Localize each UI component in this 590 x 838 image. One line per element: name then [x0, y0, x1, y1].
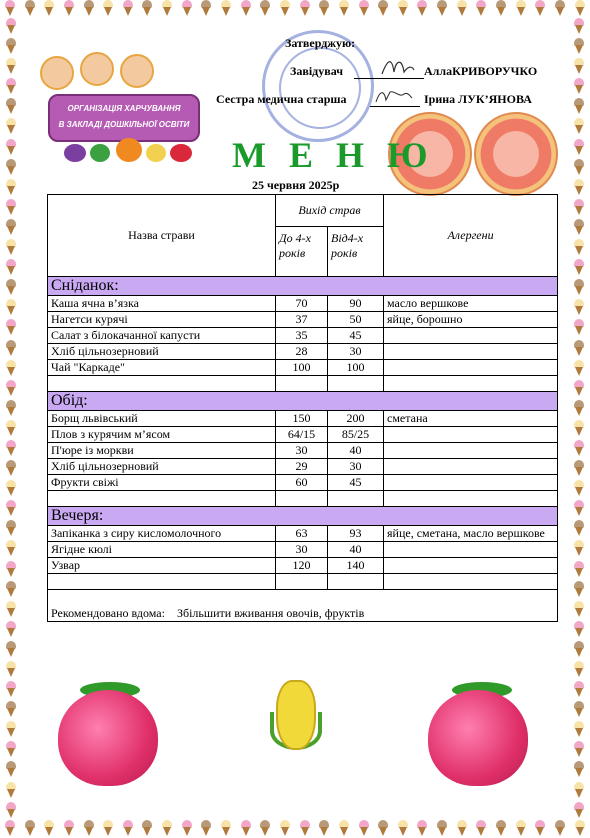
ice-cream-icon [5, 661, 17, 677]
portion-under-4: 35 [276, 328, 328, 344]
nurse-signature-line [370, 106, 420, 107]
ice-cream-icon [240, 0, 252, 16]
portion-under-4: 64/15 [276, 427, 328, 443]
ice-cream-icon [4, 820, 16, 836]
portion-under-4: 29 [276, 459, 328, 475]
ice-cream-icon [141, 0, 153, 16]
portion-over-4: 200 [328, 411, 384, 427]
ice-cream-icon [141, 820, 153, 836]
portion-over-4: 30 [328, 459, 384, 475]
ice-cream-icon [5, 159, 17, 175]
portion-over-4: 90 [328, 296, 384, 312]
logo-line-1: ОРГАНІЗАЦІЯ ХАРЧУВАННЯ [67, 104, 181, 113]
ice-cream-icon [436, 820, 448, 836]
dish-name: Хліб цільнозерновий [48, 459, 276, 475]
portion-under-4: 30 [276, 542, 328, 558]
portion-over-4: 50 [328, 312, 384, 328]
ice-cream-icon [43, 0, 55, 16]
ice-cream-icon [318, 820, 330, 836]
table-row [48, 443, 558, 459]
ice-cream-icon [5, 199, 17, 215]
portion-under-4: 120 [276, 558, 328, 574]
ice-cream-icon [279, 820, 291, 836]
nurse-name: Ірина ЛУК’ЯНОВА [424, 92, 532, 106]
nurse-signature [374, 86, 414, 106]
portion-under-4: 150 [276, 411, 328, 427]
recommendation-label: Рекомендовано вдома: [51, 606, 165, 620]
portion-under-4: 60 [276, 475, 328, 491]
allergens-cell: сметана [384, 411, 558, 427]
ice-cream-icon [318, 0, 330, 16]
ice-cream-icon [574, 820, 586, 836]
dish-name: Запіканка з сиру кисломолочного [48, 526, 276, 542]
table-row [48, 526, 558, 542]
ice-cream-icon [161, 0, 173, 16]
allergens-cell [384, 443, 558, 459]
portion-under-4: 28 [276, 344, 328, 360]
dish-name: Каша ячна в’язка [48, 296, 276, 312]
ice-cream-icon [377, 0, 389, 16]
ice-cream-icon [63, 0, 75, 16]
table-row [48, 296, 558, 312]
logo-line-2: В ЗАКЛАДІ ДОШКІЛЬНОЇ ОСВІТИ [58, 120, 190, 129]
ice-cream-icon [259, 820, 271, 836]
ice-cream-icon [63, 820, 75, 836]
ice-cream-icon [573, 641, 585, 657]
ice-cream-icon [573, 540, 585, 556]
empty-row [48, 376, 558, 392]
ice-cream-icon [573, 38, 585, 54]
ice-cream-icon [5, 561, 17, 577]
allergens-cell [384, 360, 558, 376]
dish-name: Чай "Каркаде" [48, 360, 276, 376]
ice-cream-icon [5, 440, 17, 456]
portion-over-4: 100 [328, 360, 384, 376]
ice-cream-icon [5, 179, 17, 195]
ice-cream-icon [279, 0, 291, 16]
approve-label: Затверджую: [285, 36, 356, 50]
ice-cream-icon [573, 380, 585, 396]
ice-cream-icon [573, 741, 585, 757]
allergens-cell [384, 558, 558, 574]
table-row [48, 542, 558, 558]
portion-under-4: 100 [276, 360, 328, 376]
ice-cream-icon [358, 0, 370, 16]
dish-name: Хліб цільнозерновий [48, 344, 276, 360]
ice-cream-icon [5, 721, 17, 737]
ice-cream-icon [200, 820, 212, 836]
ice-cream-icon [5, 480, 17, 496]
empty-row [48, 491, 558, 507]
section-header [48, 507, 558, 526]
ice-cream-icon [534, 0, 546, 16]
portion-under-4: 37 [276, 312, 328, 328]
ice-cream-icon [200, 0, 212, 16]
ice-cream-icon [338, 820, 350, 836]
ice-cream-icon [573, 98, 585, 114]
ice-cream-icon [573, 179, 585, 195]
ice-cream-icon [5, 581, 17, 597]
ice-cream-icon [377, 820, 389, 836]
ice-cream-icon [5, 782, 17, 798]
ice-cream-icon [456, 820, 468, 836]
ice-cream-icon [573, 58, 585, 74]
ice-cream-icon [5, 601, 17, 617]
ice-cream-icon [416, 0, 428, 16]
ice-cream-icon [397, 820, 409, 836]
ice-cream-icon [5, 18, 17, 34]
ice-cream-icon [5, 139, 17, 155]
ice-cream-icon [573, 319, 585, 335]
decorative-border-right [570, 18, 588, 818]
ice-cream-icon [5, 38, 17, 54]
ice-cream-icon [5, 360, 17, 376]
ice-cream-icon [515, 0, 527, 16]
dish-name: Салат з білокачанної капусти [48, 328, 276, 344]
ice-cream-icon [5, 239, 17, 255]
header-under-4: До 4-х років [276, 227, 328, 277]
header-dish-name: Назва страви [48, 195, 276, 277]
section-title: Сніданок: [48, 277, 558, 296]
ice-cream-icon [5, 641, 17, 657]
dish-name: Нагетси курячі [48, 312, 276, 328]
ice-cream-icon [5, 319, 17, 335]
ice-cream-icon [573, 279, 585, 295]
table-row [48, 360, 558, 376]
header-allergens: Алергени [384, 195, 558, 277]
ice-cream-icon [573, 621, 585, 637]
ice-cream-icon [299, 820, 311, 836]
ice-cream-icon [5, 98, 17, 114]
allergens-cell [384, 427, 558, 443]
ice-cream-icon [83, 820, 95, 836]
ice-cream-icon [573, 701, 585, 717]
ice-cream-icon [456, 0, 468, 16]
ice-cream-icon [5, 279, 17, 295]
section-title: Вечеря: [48, 507, 558, 526]
ice-cream-icon [161, 820, 173, 836]
ice-cream-icon [573, 480, 585, 496]
empty-row [48, 574, 558, 590]
portion-under-4: 30 [276, 443, 328, 459]
menu-date: 25 червня 2025р [252, 178, 340, 192]
portion-over-4: 93 [328, 526, 384, 542]
ice-cream-icon [573, 118, 585, 134]
ice-cream-icon [574, 0, 586, 16]
ice-cream-icon [5, 500, 17, 516]
table-row [48, 459, 558, 475]
ice-cream-icon [5, 540, 17, 556]
ice-cream-icon [573, 18, 585, 34]
strawberry-mascot-right [428, 690, 528, 786]
table-row [48, 558, 558, 574]
ice-cream-icon [554, 0, 566, 16]
ice-cream-icon [102, 820, 114, 836]
ice-cream-icon [573, 78, 585, 94]
ice-cream-icon [573, 661, 585, 677]
menu-table [47, 194, 558, 622]
ice-cream-icon [573, 681, 585, 697]
ice-cream-icon [573, 520, 585, 536]
ice-cream-icon [495, 820, 507, 836]
dish-name: Ягідне кюлі [48, 542, 276, 558]
dish-name: П'юре із моркви [48, 443, 276, 459]
allergens-cell [384, 344, 558, 360]
allergens-cell [384, 475, 558, 491]
header-over-4: Від4-х років [328, 227, 384, 277]
ice-cream-icon [554, 820, 566, 836]
portion-over-4: 40 [328, 443, 384, 459]
ice-cream-icon [5, 259, 17, 275]
ice-cream-icon [299, 0, 311, 16]
decorative-border-bottom [0, 820, 590, 838]
portion-over-4: 140 [328, 558, 384, 574]
ice-cream-icon [122, 820, 134, 836]
ice-cream-icon [573, 340, 585, 356]
recommendation-text: Збільшити вживання овочів, фруктів [176, 606, 365, 620]
ice-cream-icon [573, 239, 585, 255]
ice-cream-icon [573, 721, 585, 737]
ice-cream-icon [495, 0, 507, 16]
corn-mascot [276, 680, 316, 750]
ice-cream-icon [573, 420, 585, 436]
dish-name: Борщ львівський [48, 411, 276, 427]
ice-cream-icon [534, 820, 546, 836]
ice-cream-icon [43, 820, 55, 836]
ice-cream-icon [416, 820, 428, 836]
nurse-role: Сестра медична старша [216, 92, 347, 106]
ice-cream-icon [5, 340, 17, 356]
allergens-cell [384, 328, 558, 344]
allergens-cell [384, 459, 558, 475]
ice-cream-icon [573, 581, 585, 597]
ice-cream-icon [573, 802, 585, 818]
ice-cream-icon [397, 0, 409, 16]
ice-cream-icon [240, 820, 252, 836]
ice-cream-icon [5, 299, 17, 315]
dish-name: Плов з курячим м’ясом [48, 427, 276, 443]
table-row [48, 411, 558, 427]
ice-cream-icon [573, 601, 585, 617]
ice-cream-icon [24, 0, 36, 16]
ice-cream-icon [5, 741, 17, 757]
ice-cream-icon [83, 0, 95, 16]
decorative-border-left [2, 18, 20, 818]
ice-cream-icon [573, 299, 585, 315]
ice-cream-icon [573, 782, 585, 798]
dish-name: Фрукти свіжі [48, 475, 276, 491]
section-title: Обід: [48, 392, 558, 411]
ice-cream-icon [5, 380, 17, 396]
ice-cream-icon [122, 0, 134, 16]
ice-cream-icon [5, 460, 17, 476]
ice-cream-icon [5, 802, 17, 818]
allergens-cell: яйце, сметана, масло вершкове [384, 526, 558, 542]
table-row [48, 475, 558, 491]
section-header [48, 277, 558, 296]
ice-cream-icon [338, 0, 350, 16]
ice-cream-icon [5, 761, 17, 777]
portion-over-4: 45 [328, 475, 384, 491]
ice-cream-icon [5, 520, 17, 536]
ice-cream-icon [4, 0, 16, 16]
ice-cream-icon [5, 219, 17, 235]
ice-cream-icon [259, 0, 271, 16]
dish-name: Узвар [48, 558, 276, 574]
ice-cream-icon [515, 820, 527, 836]
table-row [48, 427, 558, 443]
ice-cream-icon [358, 820, 370, 836]
recommendation [48, 590, 558, 622]
ice-cream-icon [5, 118, 17, 134]
ice-cream-icon [5, 78, 17, 94]
ice-cream-icon [5, 420, 17, 436]
ice-cream-icon [5, 400, 17, 416]
ice-cream-icon [475, 820, 487, 836]
ice-cream-icon [181, 820, 193, 836]
ice-cream-icon [24, 820, 36, 836]
ice-cream-icon [220, 0, 232, 16]
ice-cream-icon [573, 460, 585, 476]
head-signature [380, 56, 416, 78]
allergens-cell: масло вершкове [384, 296, 558, 312]
strawberry-mascot-left [58, 690, 158, 786]
ice-cream-icon [475, 0, 487, 16]
ice-cream-icon [573, 360, 585, 376]
portion-under-4: 63 [276, 526, 328, 542]
allergens-cell [384, 542, 558, 558]
head-role: Завідувач [290, 64, 343, 78]
ice-cream-icon [573, 199, 585, 215]
grapefruit-mascot-right [474, 112, 558, 196]
ice-cream-icon [5, 58, 17, 74]
ice-cream-icon [573, 139, 585, 155]
portion-over-4: 30 [328, 344, 384, 360]
portion-over-4: 85/25 [328, 427, 384, 443]
ice-cream-icon [573, 400, 585, 416]
portion-over-4: 45 [328, 328, 384, 344]
ice-cream-icon [573, 500, 585, 516]
ice-cream-icon [181, 0, 193, 16]
ice-cream-icon [220, 820, 232, 836]
ice-cream-icon [5, 621, 17, 637]
table-row [48, 312, 558, 328]
table-row [48, 344, 558, 360]
ice-cream-icon [573, 440, 585, 456]
ice-cream-icon [573, 159, 585, 175]
portion-under-4: 70 [276, 296, 328, 312]
head-signature-line [354, 78, 424, 79]
ice-cream-icon [436, 0, 448, 16]
table-row [48, 328, 558, 344]
allergens-cell: яйце, борошно [384, 312, 558, 328]
ice-cream-icon [5, 701, 17, 717]
header-output: Вихід страв [276, 195, 384, 227]
ice-cream-icon [573, 761, 585, 777]
ice-cream-icon [573, 259, 585, 275]
menu-title: М Е Н Ю [232, 135, 435, 175]
head-name: АллаКРИВОРУЧКО [424, 64, 538, 78]
decorative-border-top [0, 0, 590, 18]
section-header [48, 392, 558, 411]
ice-cream-icon [573, 219, 585, 235]
ice-cream-icon [573, 561, 585, 577]
ice-cream-icon [5, 681, 17, 697]
organization-logo [30, 52, 210, 164]
portion-over-4: 40 [328, 542, 384, 558]
ice-cream-icon [102, 0, 114, 16]
